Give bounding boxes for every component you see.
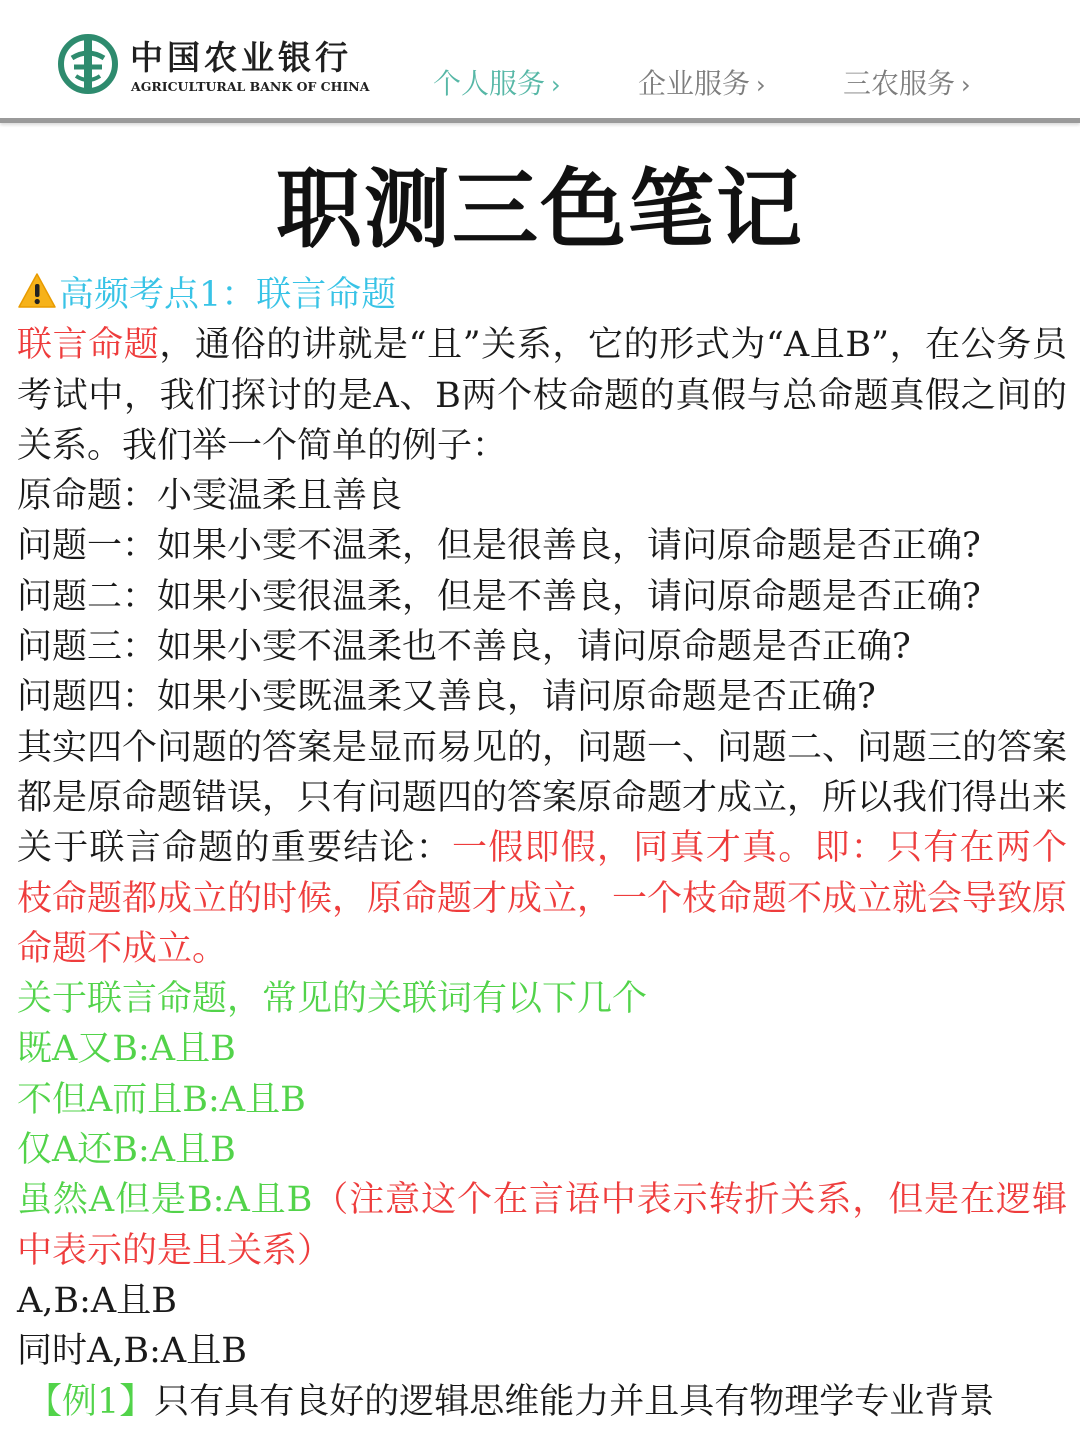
example-question [17, 1377, 1067, 1427]
warning-icon [17, 271, 57, 311]
keyword-line: 仅A还B:A且B [17, 1130, 236, 1171]
example-line: 问题一：如果小雯不温柔，但是很善良，请问原命题是否正确? [17, 526, 981, 567]
keyword-line: 同时A,B:A且B [17, 1331, 247, 1372]
paragraph-text: ，通俗的讲就是“且”关系，它的形式为“A且B”，在公务员考试中，我们探讨的是A、B两个枝命题的真假与总命题真假之间的关系。我们举一个简单的例子： [17, 325, 1067, 466]
chevron-right-icon: › [756, 71, 766, 99]
section-heading [17, 270, 1067, 320]
chevron-right-icon: › [961, 71, 971, 99]
bank-header [0, 0, 1080, 123]
abc-bank-logo-icon[interactable] [58, 34, 118, 94]
heading-text: 高频考点1：联言命题 [59, 275, 397, 315]
example-line: 问题二：如果小雯很温柔，但是不善良，请问原命题是否正确? [17, 576, 981, 617]
nav-enterprise-services[interactable] [638, 62, 766, 102]
nav-label: 企业服务 [638, 67, 751, 100]
term-highlight: 联言命题 [17, 325, 160, 366]
conclusion-highlight: 一假即假，同真才真。即：只有在两个枝命题都成立的时候，原命题才成立，一个枝命题不成立就会导致原命题不成立。 [17, 828, 1068, 969]
keyword-text: 虽然A但是B:A且B [17, 1180, 313, 1221]
keyword-line: A,B:A且B [17, 1280, 177, 1321]
paragraph-text: 其实四个问题的答案是显而易见的，问题一、问题二、问题三的答案都是原命题错误，只有问题四的答案原命题才成立，所以我们得出来关于联言命题的重要结论： [17, 727, 1068, 869]
keyword-line: 关于联言命题，常见的关联词有以下几个 [17, 979, 648, 1020]
keyword-line: 不但A而且B:A且B [17, 1079, 306, 1120]
example-line: 原命题：小雯温柔且善良 [17, 476, 403, 517]
chevron-right-icon: › [551, 71, 561, 99]
example-line: 问题三：如果小雯不温柔也不善良，请问原命题是否正确? [17, 627, 911, 668]
note-highlight: （注意这个在言语中表示转折关系，但是在逻辑中表示的是且关系） [17, 1180, 1067, 1271]
nav-label: 三农服务 [843, 67, 956, 100]
nav-label: 个人服务 [433, 67, 546, 100]
bank-name-cn: 中国农业银行 [130, 38, 352, 77]
page-title: 职测三色笔记 [276, 160, 804, 260]
keyword-line: 既A又B:A且B [17, 1029, 236, 1070]
nav-agri-services[interactable] [843, 62, 971, 102]
example-text: 只有具有良好的逻辑思维能力并且具有物理学专业背景 [154, 1381, 995, 1422]
bank-name-en: AGRICULTURAL BANK OF CHINA [131, 79, 370, 94]
keyword-note [17, 1175, 1067, 1276]
example-tag: 【例1】 [27, 1381, 155, 1422]
nav-personal-services[interactable] [433, 62, 561, 102]
note-content [17, 270, 1067, 1427]
paragraph-definition [17, 320, 1067, 471]
example-line: 问题四：如果小雯既温柔又善良，请问原命题是否正确? [17, 677, 876, 718]
paragraph-conclusion [17, 723, 1067, 974]
